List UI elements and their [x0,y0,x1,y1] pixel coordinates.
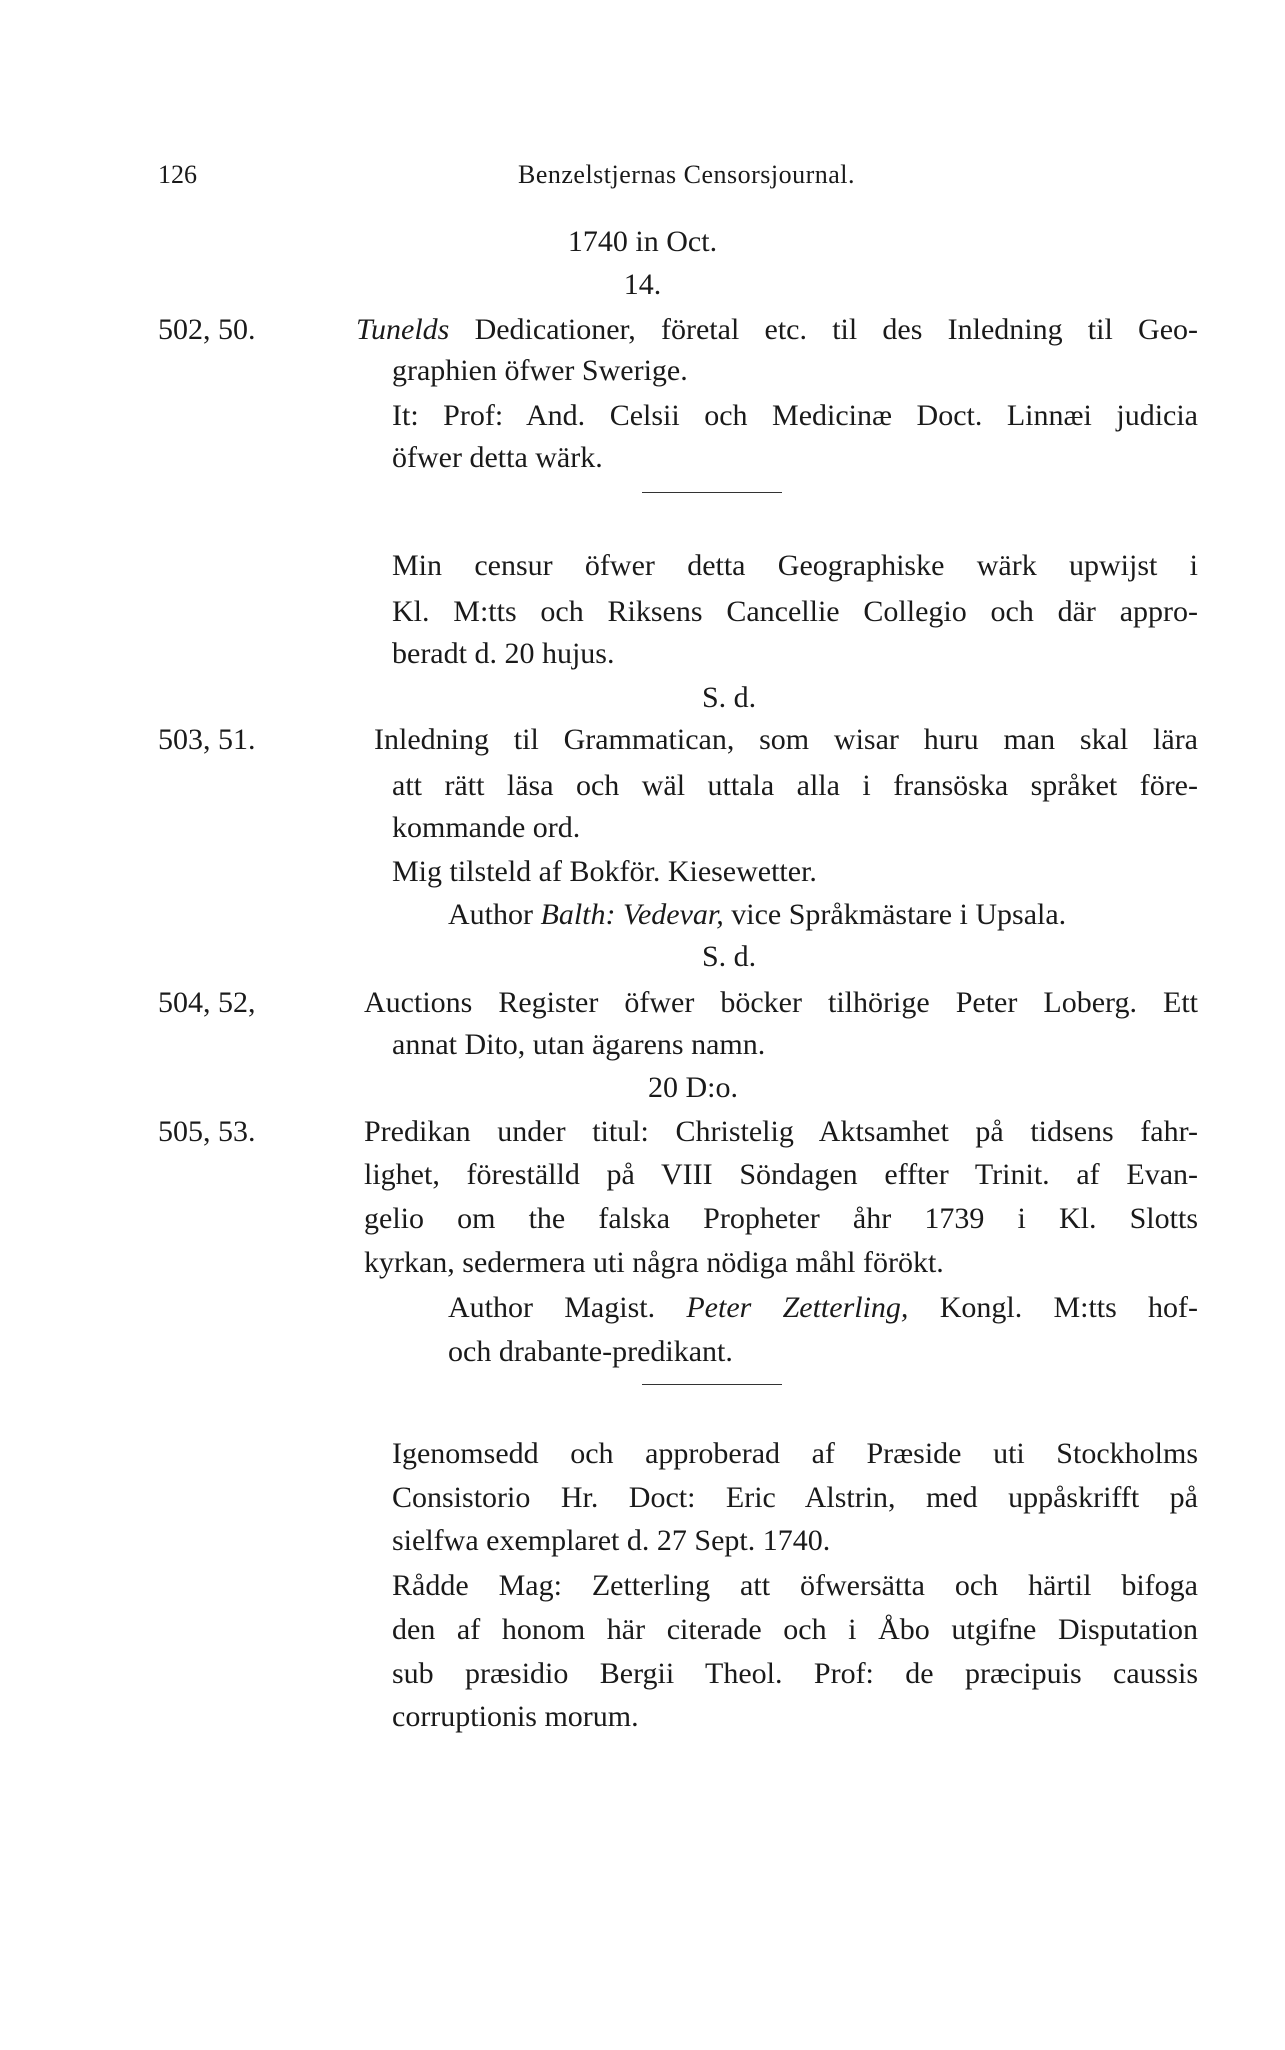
page-number: 126 [158,160,197,189]
entry-505-line-3: gelio om the falska Propheter åhr 1739 i Kl. Slotts [364,1202,1198,1235]
entry-502-number: 502, 50. [158,313,256,346]
entry-505-line-1: Predikan under titul: Christelig Aktsamhet på tidsens fahr- [364,1115,1198,1148]
entry-502-line-2: graphien öfwer Swerige. [392,354,688,387]
approval-line-1: Igenomsedd och approberad af Præside uti Stockholms [392,1437,1198,1470]
entry-503-author-title: vice Språkmästare i Upsala. [731,898,1067,931]
running-title: Benzelstjernas Censorsjournal. [518,160,856,189]
entry-504-signature: 20 D:o. [648,1071,738,1104]
entry-503-number: 503, 51. [158,723,256,756]
approval-line-4: Rådde Mag: Zetterling att öfwersätta och härtil bifoga [392,1569,1198,1602]
approval-line-5: den af honom här citerade och i Åbo utgifne Disputation [392,1613,1198,1646]
entry-503-line-4: Mig tilsteld af Bokför. Kiesewetter. [392,855,817,888]
censure-line-2: Kl. M:tts och Riksens Cancellie Collegio och där appro- [392,595,1198,628]
censure-line-3: beradt d. 20 hujus. [392,637,615,670]
date-year-month: 1740 in Oct. [567,225,718,258]
entry-505-author-label: Author Magist. [448,1291,656,1324]
entry-503-signature: S. d. [702,940,757,973]
entry-505-line-4: kyrkan, sedermera uti några nödiga måhl förökt. [364,1246,944,1279]
entry-503-line-2: att rätt läsa och wäl uttala alla i fransöska språket före- [392,769,1198,802]
entry-503-author-name: Balth: Vedevar, [540,898,724,931]
entry-503-line-5 [448,895,1066,935]
entry-504-number: 504, 52, [158,986,256,1019]
censure-line-1: Min censur öfwer detta Geographiske wärk upwijst i [392,549,1198,582]
approval-line-6: sub præsidio Bergii Theol. Prof: de præcipuis caussis [392,1657,1198,1690]
entry-502-line-1-rest: Dedicationer, företal etc. til des Inledning til Geo- [474,313,1198,346]
entry-502-line-4: öfwer detta wärk. [392,441,603,474]
entry-505-number: 505, 53. [158,1115,256,1148]
approval-line-2: Consistorio Hr. Doct: Eric Alstrin, med uppåskrifft på [392,1481,1198,1514]
entry-503-line-1: Inledning til Grammatican, som wisar huru man skal lära [374,723,1198,756]
entry-502-line-3: It: Prof: And. Celsii och Medicinæ Doct. Linnæi judicia [392,399,1198,432]
censure-signature: S. d. [702,681,757,714]
entry-504-line-2: annat Dito, utan ägarens namn. [392,1028,766,1061]
separator-rule-2 [642,1384,782,1385]
entry-503-author-label: Author [448,898,533,931]
entry-505-author-name: Peter Zetterling, [686,1291,909,1324]
entry-505-author-title: Kongl. M:tts hof- [939,1291,1199,1324]
entry-505-line-2: lighet, föreställd på VIII Söndagen effter Trinit. af Evan- [364,1158,1198,1191]
date-day: 14. [623,268,662,301]
entry-504-line-1: Auctions Register öfwer böcker tilhörige Peter Loberg. Ett [364,986,1198,1019]
approval-line-3: sielfwa exemplaret d. 27 Sept. 1740. [392,1524,831,1557]
entry-502-line-1 [356,310,1198,350]
entry-503-line-3: kommande ord. [392,811,581,844]
approval-line-7: corruptionis morum. [392,1700,639,1733]
entry-502-name: Tunelds [356,313,450,346]
entry-505-line-5 [448,1288,1198,1328]
separator-rule [642,492,782,493]
entry-505-line-6: och drabante-predikant. [448,1335,733,1368]
